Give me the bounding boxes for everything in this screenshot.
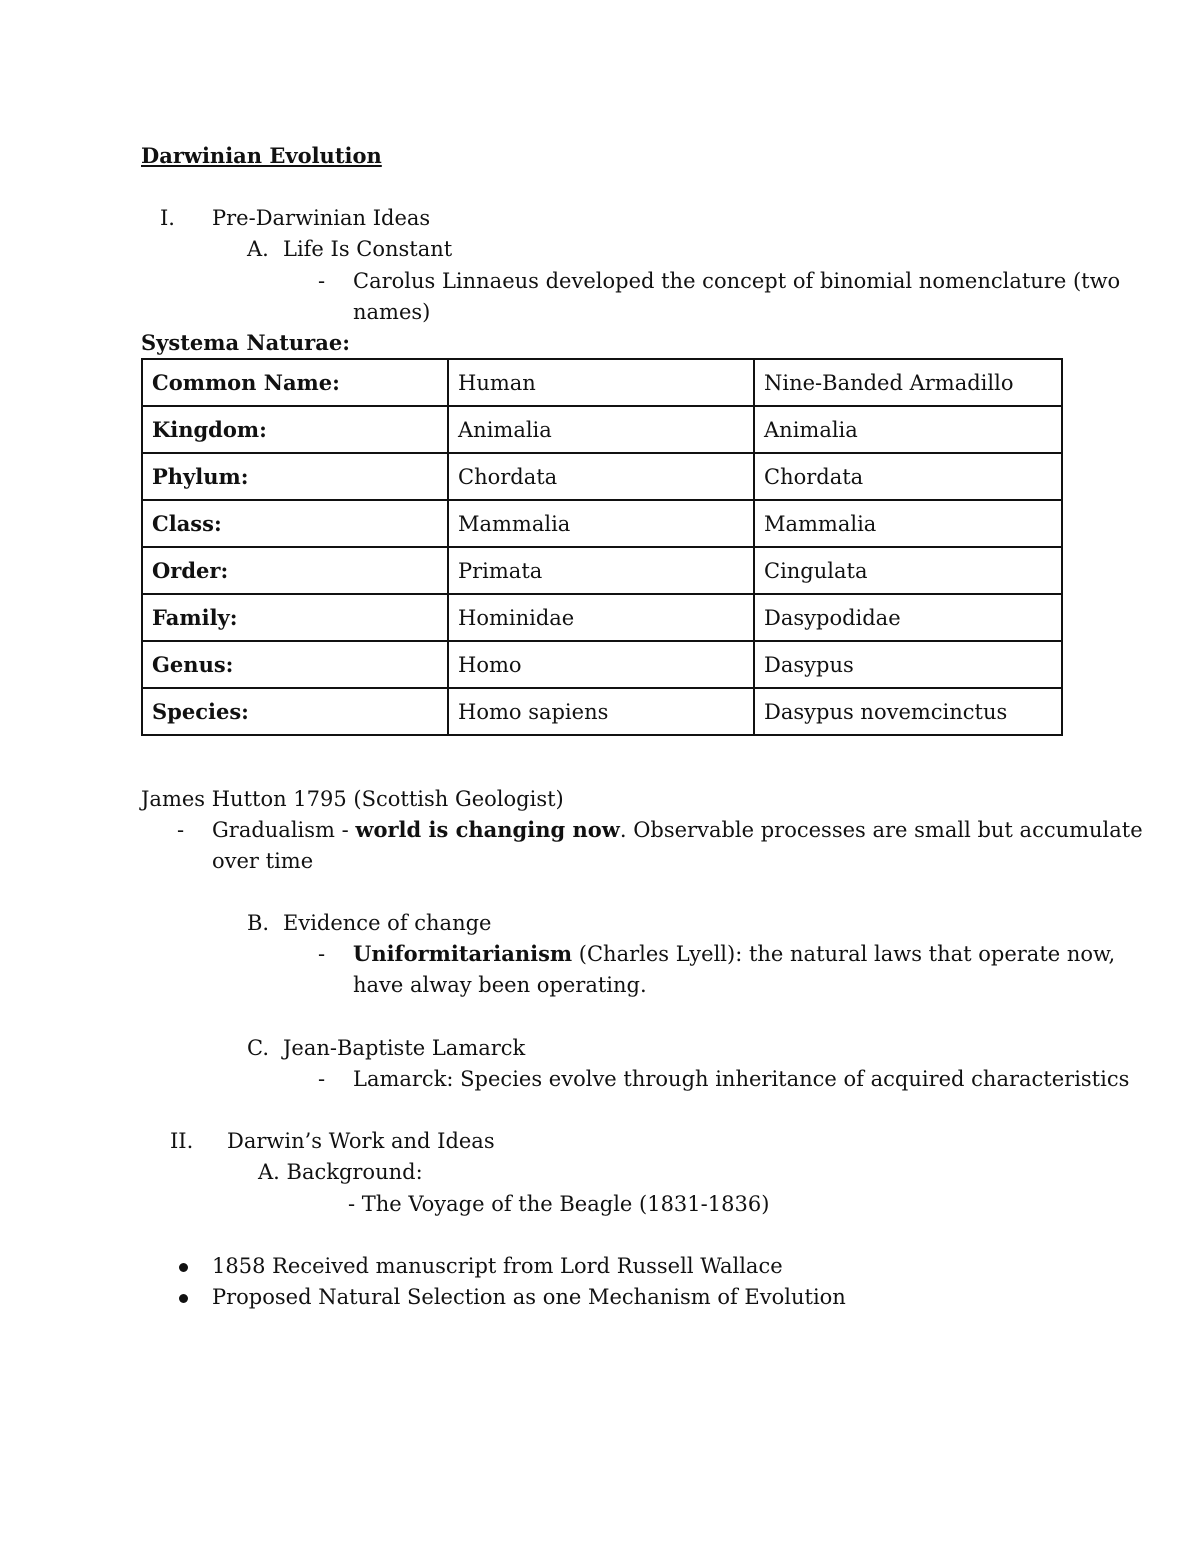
section-1b-letter: B. — [247, 911, 270, 935]
human-cell: Homo sapiens — [448, 688, 754, 735]
uniformitarianism-line-1 — [353, 940, 1115, 968]
human-cell: Human — [448, 359, 754, 406]
dash-marker: - — [318, 269, 326, 293]
table-row — [142, 641, 1062, 688]
gradualism-term: Gradualism - — [212, 818, 356, 842]
armadillo-cell: Dasypus — [754, 641, 1062, 688]
armadillo-cell: Dasypus novemcinctus — [754, 688, 1062, 735]
row-label: Class: — [142, 500, 448, 547]
row-label: Phylum: — [142, 453, 448, 500]
section-1c-heading: Jean-Baptiste Lamarck — [283, 1036, 526, 1060]
bullet-dot-icon — [179, 1263, 188, 1272]
dash-marker: - — [318, 942, 326, 966]
section-1-heading: Pre-Darwinian Ideas — [212, 206, 431, 230]
dash-marker: - — [318, 1067, 326, 1091]
taxonomy-table — [141, 358, 1063, 736]
row-label: Order: — [142, 547, 448, 594]
lamarck-bullet: Lamarck: Species evolve through inheritance of acquired characteristics — [353, 1067, 1130, 1091]
document-title: Darwinian Evolution — [141, 143, 382, 168]
armadillo-cell: Animalia — [754, 406, 1062, 453]
table-row — [142, 453, 1062, 500]
gradualism-rest: . Observable processes are small but accumulate — [619, 818, 1143, 842]
armadillo-cell: Chordata — [754, 453, 1062, 500]
bullet-dot-icon — [179, 1294, 188, 1303]
table-row — [142, 406, 1062, 453]
human-cell: Mammalia — [448, 500, 754, 547]
section-1b-heading: Evidence of change — [283, 911, 492, 935]
section-1a-heading: Life Is Constant — [283, 237, 453, 261]
table-row — [142, 359, 1062, 406]
section-2-heading: Darwin’s Work and Ideas — [227, 1129, 495, 1153]
row-label: Kingdom: — [142, 406, 448, 453]
section-1a-letter: A. — [247, 237, 269, 261]
beagle-bullet: - The Voyage of the Beagle (1831-1836) — [348, 1192, 770, 1216]
uniformitarianism-term: Uniformitarianism — [353, 941, 573, 966]
row-label: Genus: — [142, 641, 448, 688]
gradualism-emphasis: world is changing now — [355, 817, 620, 842]
section-1-numeral: I. — [160, 206, 175, 230]
hutton-heading: James Hutton 1795 (Scottish Geologist) — [141, 787, 564, 811]
table-row — [142, 547, 1062, 594]
section-1c-letter: C. — [247, 1036, 269, 1060]
armadillo-cell: Dasypodidae — [754, 594, 1062, 641]
uniformitarianism-line-2: have alway been operating. — [353, 973, 647, 997]
armadillo-cell: Cingulata — [754, 547, 1062, 594]
dash-marker: - — [177, 818, 185, 842]
human-cell: Chordata — [448, 453, 754, 500]
human-cell: Homo — [448, 641, 754, 688]
section-2a-heading: A. Background: — [258, 1160, 423, 1184]
human-cell: Animalia — [448, 406, 754, 453]
gradualism-line-1 — [212, 816, 1143, 844]
row-label: Species: — [142, 688, 448, 735]
human-cell: Primata — [448, 547, 754, 594]
list-item: 1858 Received manuscript from Lord Russell Wallace — [212, 1254, 783, 1278]
linnaeus-line-1: Carolus Linnaeus developed the concept of binomial nomenclature (two — [353, 269, 1121, 293]
table-row — [142, 688, 1062, 735]
table-row — [142, 594, 1062, 641]
armadillo-cell: Nine-Banded Armadillo — [754, 359, 1062, 406]
table-caption: Systema Naturae: — [141, 330, 350, 355]
list-item: Proposed Natural Selection as one Mechanism of Evolution — [212, 1285, 846, 1309]
section-2-numeral: II. — [170, 1129, 194, 1153]
row-label: Family: — [142, 594, 448, 641]
armadillo-cell: Mammalia — [754, 500, 1062, 547]
linnaeus-line-2: names) — [353, 300, 431, 324]
table-row — [142, 500, 1062, 547]
human-cell: Hominidae — [448, 594, 754, 641]
gradualism-line-2: over time — [212, 849, 314, 873]
row-label: Common Name: — [142, 359, 448, 406]
uniformitarianism-rest: (Charles Lyell): the natural laws that operate now, — [572, 942, 1116, 966]
